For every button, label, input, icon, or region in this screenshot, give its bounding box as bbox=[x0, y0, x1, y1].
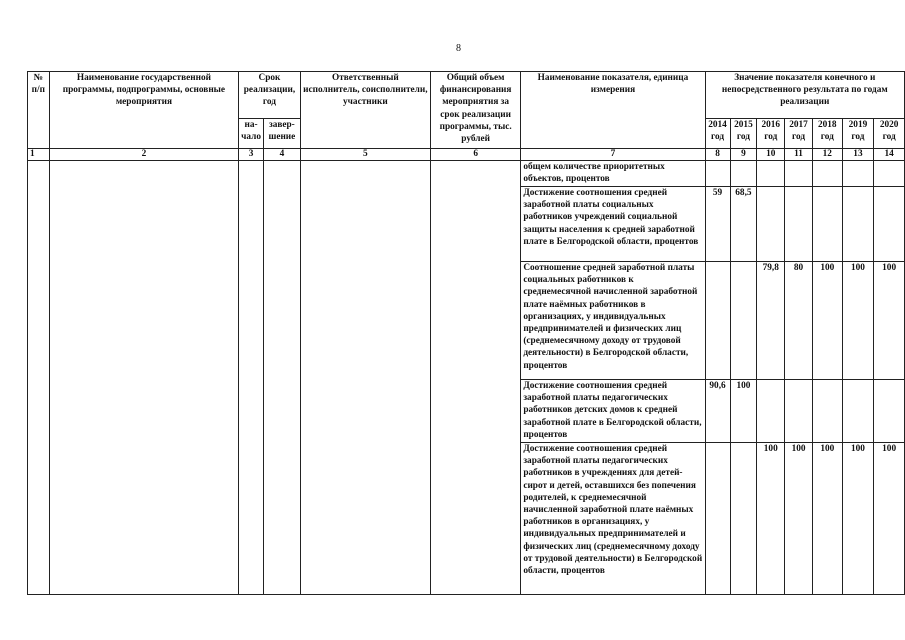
header-year: 2019 год bbox=[842, 119, 874, 149]
value-cell: 59 bbox=[705, 187, 730, 262]
header-year: 2016 год bbox=[757, 119, 785, 149]
header-term: Срок реализации, год bbox=[239, 72, 301, 119]
column-number: 2 bbox=[49, 149, 239, 161]
column-number: 7 bbox=[521, 149, 705, 161]
value-cell: 68,5 bbox=[730, 187, 757, 262]
value-cell bbox=[874, 380, 905, 443]
value-cell bbox=[705, 443, 730, 595]
header-funding: Общий объем финансирования мероприятия за срок реализации программы, тыс. рублей bbox=[430, 72, 520, 149]
value-cell bbox=[812, 187, 842, 262]
value-cell bbox=[785, 161, 813, 187]
column-number: 13 bbox=[842, 149, 874, 161]
column-number: 11 bbox=[785, 149, 813, 161]
header-term-end: завер-шение bbox=[264, 119, 301, 149]
program-name-cell bbox=[49, 161, 239, 595]
value-cell bbox=[757, 187, 785, 262]
responsible-cell bbox=[300, 161, 430, 595]
value-cell bbox=[812, 161, 842, 187]
value-cell bbox=[874, 161, 905, 187]
column-number: 3 bbox=[239, 149, 264, 161]
value-cell bbox=[730, 443, 757, 595]
value-cell: 100 bbox=[842, 262, 874, 380]
indicator-cell: Соотношение средней заработной платы социальных работников к среднемесячной начисленной заработной плате наёмных работников в организациях, у индивидуальных предпринимателей и физических лиц (среднемесячному доходу от трудовой деятельности) в Белгородской области, процентов bbox=[521, 262, 705, 380]
value-cell: 80 bbox=[785, 262, 813, 380]
value-cell bbox=[842, 161, 874, 187]
term-end-cell bbox=[264, 161, 301, 595]
column-number: 5 bbox=[300, 149, 430, 161]
indicator-cell: Достижение соотношения средней заработной платы педагогических работников в учреждениях для детей-сирот и детей, оставшихся без попечения родителей, к среднемесячной начисленной заработной плате наёмных работников в организациях, у индивидуальных предпринимателей и физических лиц (среднемесячному доходу от трудовой деятельности) в Белгородской области, процентов bbox=[521, 443, 705, 595]
value-cell: 100 bbox=[730, 380, 757, 443]
indicator-cell: Достижение соотношения средней заработной платы социальных работников учреждений социальной защиты населения к средней заработной плате в Белгородской области, процентов bbox=[521, 187, 705, 262]
value-cell bbox=[842, 187, 874, 262]
value-cell bbox=[705, 161, 730, 187]
column-number: 9 bbox=[730, 149, 757, 161]
page-number: 8 bbox=[456, 43, 461, 54]
header-term-start: на-чало bbox=[239, 119, 264, 149]
column-number: 10 bbox=[757, 149, 785, 161]
indicator-cell: общем количестве приоритетных объектов, процентов bbox=[521, 161, 705, 187]
value-cell bbox=[812, 380, 842, 443]
header-year: 2014 год bbox=[705, 119, 730, 149]
program-indicators-table bbox=[27, 71, 905, 595]
value-cell: 79,8 bbox=[757, 262, 785, 380]
value-cell: 100 bbox=[757, 443, 785, 595]
value-cell: 100 bbox=[785, 443, 813, 595]
header-responsible: Ответственный исполнитель, соисполнители, участники bbox=[300, 72, 430, 149]
header-year: 2015 год bbox=[730, 119, 757, 149]
header-year: 2017 год bbox=[785, 119, 813, 149]
header-values: Значение показателя конечного и непосредственного результата по годам реализации bbox=[705, 72, 904, 119]
table-row bbox=[28, 161, 905, 187]
header-indicator: Наименование показателя, единица измерения bbox=[521, 72, 705, 149]
value-cell bbox=[730, 262, 757, 380]
indicator-cell: Достижение соотношения средней заработной платы педагогических работников детских домов к средней заработной плате в Белгородской области, процентов bbox=[521, 380, 705, 443]
header-num: № п/п bbox=[28, 72, 50, 149]
value-cell: 100 bbox=[812, 443, 842, 595]
column-number: 4 bbox=[264, 149, 301, 161]
header-program-name: Наименование государственной программы, подпрограммы, основные мероприятия bbox=[49, 72, 239, 149]
value-cell bbox=[842, 380, 874, 443]
column-number: 1 bbox=[28, 149, 50, 161]
column-number: 8 bbox=[705, 149, 730, 161]
value-cell bbox=[757, 380, 785, 443]
value-cell: 90,6 bbox=[705, 380, 730, 443]
value-cell: 100 bbox=[842, 443, 874, 595]
value-cell: 100 bbox=[812, 262, 842, 380]
value-cell: 100 bbox=[874, 443, 905, 595]
value-cell bbox=[757, 161, 785, 187]
funding-cell bbox=[430, 161, 520, 595]
term-start-cell bbox=[239, 161, 264, 595]
value-cell bbox=[785, 187, 813, 262]
column-number: 12 bbox=[812, 149, 842, 161]
header-year: 2018 год bbox=[812, 119, 842, 149]
column-number: 6 bbox=[430, 149, 520, 161]
value-cell: 100 bbox=[874, 262, 905, 380]
header-year: 2020 год bbox=[874, 119, 905, 149]
column-number: 14 bbox=[874, 149, 905, 161]
num-cell bbox=[28, 161, 50, 595]
value-cell bbox=[730, 161, 757, 187]
column-number-row bbox=[28, 149, 905, 161]
value-cell bbox=[785, 380, 813, 443]
value-cell bbox=[705, 262, 730, 380]
value-cell bbox=[874, 187, 905, 262]
